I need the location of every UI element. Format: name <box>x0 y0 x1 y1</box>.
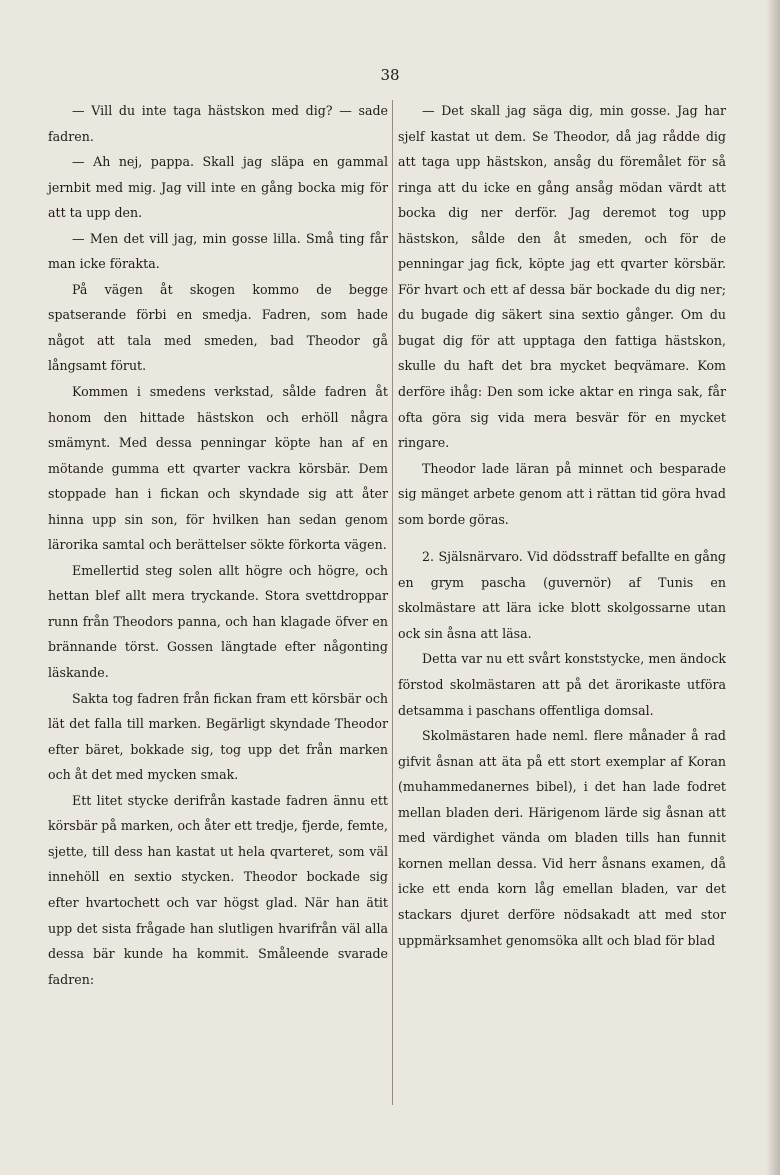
paragraph: Kommen i smedens verkstad, sålde fadren åt honom den hittade hästskon och erhöll några smämynt. Med dessa penningar köpte han af en mötande gumma ett qvarter vackra körsbär. Dem stoppade han i fickan och skyndade sig att åter hinna upp sin son, för hvilken han sedan genom lärorika samtal och berättelser sökte förkorta vägen. <box>48 384 388 553</box>
right-column <box>398 98 726 953</box>
page-number: 38 <box>380 66 400 84</box>
left-column <box>48 98 388 992</box>
paragraph: — Men det vill jag, min gosse lilla. Små ting får man icke förakta. <box>48 230 388 272</box>
paragraph: Emellertid steg solen allt högre och högre, och hettan blef allt mera tryckande. Stora svettdroppar runn från Theodors panna, och han klagade öfver en brännande törst. Gossen längtade efter någonting läskande. <box>48 562 388 681</box>
paragraph: Ett litet stycke derifrån kastade fadren ännu ett körsbär på marken, och åter ett tredje, fjerde, femte, sjette, till dess han kastat ut hela qvarteret, som väl innehöll en sextio stycken. Theodor bockade sig efter hvartochett och var högst glad. När han ätit upp det sista frågade han slutligen hvarifrån väl alla dessa bär kunde ha kommit. Småleende svarade fadren: <box>48 792 389 987</box>
paragraph: 2. Själsnärvaro. Vid dödsstraff befallte en gång en grym pascha (guvernör) af Tunis en skolmästare att lära icke blott skolgossarne utan ock sin åsna att läsa. <box>398 549 726 641</box>
paragraph: — Ah nej, pappa. Skall jag släpa en gammal jernbit med mig. Jag vill inte en gång bocka mig för att ta upp den. <box>48 154 388 221</box>
page-edge <box>766 0 780 1175</box>
paragraph: Detta var nu ett svårt konststycke, men ändock förstod skolmästaren att på det ärorikaste utföra detsamma i paschans offentliga domsal. <box>398 651 726 718</box>
paragraph: Skolmästaren hade neml. flere månader å rad gifvit åsnan att äta på ett stort exemplar af Koran (muhammedanernes bibel), i det han lade fodret mellan bladen deri. Härigenom lärde sig åsnan att med värdighet vända om bladen tills han funnit kornen mellan dessa. Vid herr åsnans examen, då icke ett enda korn låg emellan bladen, var det stackars djuret derföre nödsakadt att med stor uppmärksamhet genomsöka allt och blad för blad <box>398 728 726 948</box>
paragraph: På vägen åt skogen kommo de begge spatserande förbi en smedja. Fadren, som hade något att tala med smeden, bad Theodor gå långsamt förut. <box>48 281 388 374</box>
paragraph: — Vill du inte taga hästskon med dig? — sade fadren. <box>48 103 388 144</box>
paragraph: — Det skall jag säga dig, min gosse. Jag har sjelf kastat ut dem. Se Theodor, då jag rådde dig att taga upp hästskon, ansåg du föremålet för så ringa att du icke en gång ansåg mödan värdt att bocka dig ner derför. Jag deremot tog upp hästskon, sålde den åt smeden, och för de penningar jag fick, köpte jag ett qvarter körsbär. För hvart och ett af dessa bär bockade du dig ner; du bugade dig säkert sina sextio gånger. Om du bugat dig för att upptaga den fattiga hästskon, skulle du haft det bra mycket beqvämare. Kom derföre ihåg: Den som icke aktar en ringa sak, får ofta göra sig vida mera besvär för en mycket ringare. <box>398 103 726 451</box>
paragraph: Sakta tog fadren från fickan fram ett körsbär och lät det falla till marken. Begärligt skyndade Theodor efter bäret, bokkade sig, tog upp det från marken och åt det med mycken smak. <box>48 690 388 783</box>
paragraph: Theodor lade läran på minnet och besparade sig mänget arbete genom att i rättan tid göra hvad som borde göras. <box>398 460 726 527</box>
column-divider <box>392 100 393 1105</box>
